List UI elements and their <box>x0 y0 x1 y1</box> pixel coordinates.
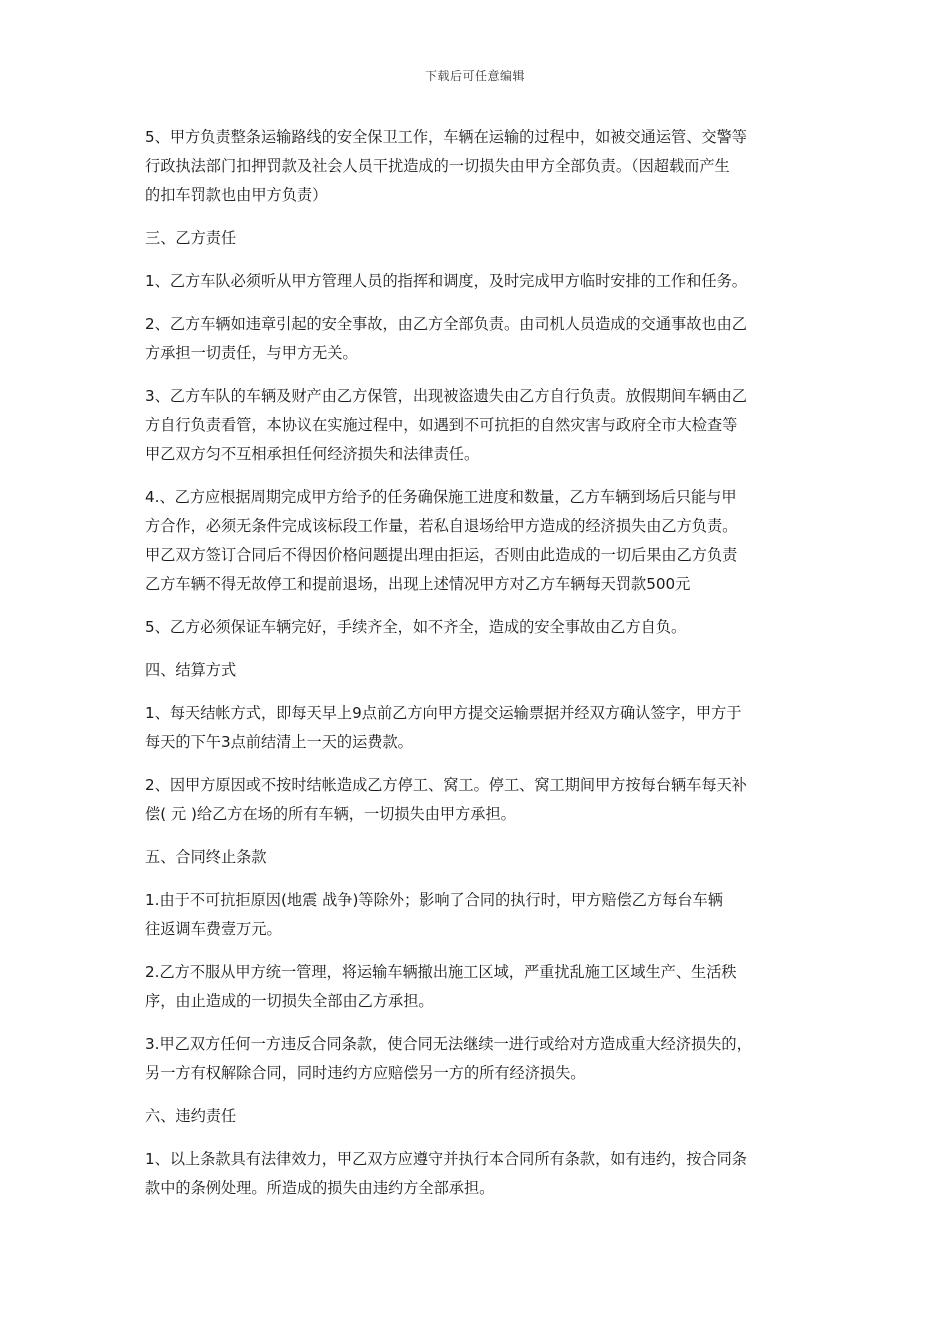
text-line: 1、乙方车队必须听从甲方管理人员的指挥和调度，及时完成甲方临时安排的工作和任务。 <box>145 272 747 290</box>
document-body <box>145 123 810 1217</box>
text-line: 5、乙方必须保证车辆完好，手续齐全，如不齐全，造成的安全事故由乙方自负。 <box>145 618 687 636</box>
text-line: 每天的下午3点前结清上一天的运费款。 <box>145 733 413 751</box>
text-line: 甲乙双方签订合同后不得因价格问题提出理由拒运，否则由此造成的一切后果由乙方负责 <box>145 546 738 564</box>
text-line: 方自行负责看管，本协议在实施过程中，如遇到不可抗拒的自然灾害与政府全市大检查等 <box>145 416 738 434</box>
page-header: 下载后可任意编辑 <box>424 69 525 83</box>
paragraph <box>145 771 810 829</box>
text-line: 另一方有权解除合同，同时违约方应赔偿另一方的所有经济损失。 <box>145 1064 586 1082</box>
text-line: 1、每天结帐方式，即每天早上9点前乙方向甲方提交运输票据并经双方确认签字，甲方于 <box>145 704 742 722</box>
text-line: 行政执法部门扣押罚款及社会人员干扰造成的一切损失由甲方全部负责。（因超载而产生 <box>145 157 730 175</box>
text-line: 4.、乙方应根据周期完成甲方给予的任务确保施工进度和数量，乙方车辆到场后只能与甲 <box>145 488 737 506</box>
section-heading <box>145 656 810 685</box>
paragraph <box>145 613 810 642</box>
text-line: 方合作，必须无条件完成该标段工作量，若私自退场给甲方造成的经济损失由乙方负责。 <box>145 517 738 535</box>
text-line: 3.甲乙双方任何一方违反合同条款，使合同无法继续一进行或给对方造成重大经济损失的， <box>145 1035 752 1053</box>
paragraph <box>145 310 810 368</box>
text-line: 序，由止造成的一切损失全部由乙方承担。 <box>145 992 434 1010</box>
paragraph <box>145 886 810 944</box>
text-line: 1.由于不可抗拒原因(地震 战争)等除外；影响了合同的执行时，甲方赔偿乙方每台车辆 <box>145 891 723 909</box>
section-heading <box>145 1102 810 1131</box>
text-line: 3、乙方车队的车辆及财产由乙方保管，出现被盗遗失由乙方自行负责。放假期间车辆由乙 <box>145 387 747 405</box>
text-line: 2、乙方车辆如违章引起的安全事故，由乙方全部负责。由司机人员造成的交通事故也由乙 <box>145 315 747 333</box>
text-line: 四、结算方式 <box>145 661 237 679</box>
text-line: 1、以上条款具有法律效力，甲乙双方应遵守并执行本合同所有条款，如有违约，按合同条 <box>145 1150 747 1168</box>
text-line: 2、因甲方原因或不按时结帐造成乙方停工、窝工。停工、窝工期间甲方按每台辆车每天补 <box>145 776 747 794</box>
paragraph <box>145 1145 810 1203</box>
section-heading <box>145 224 810 253</box>
paragraph <box>145 267 810 296</box>
paragraph <box>145 958 810 1016</box>
text-line: 三、乙方责任 <box>145 229 237 247</box>
text-line: 往返调车费壹万元。 <box>145 920 282 938</box>
paragraph <box>145 382 810 469</box>
text-line: 款中的条例处理。所造成的损失由违约方全部承担。 <box>145 1179 495 1197</box>
text-line: 乙方车辆不得无故停工和提前退场，出现上述情况甲方对乙方车辆每天罚款500元 <box>145 575 691 593</box>
text-line: 2.乙方不服从甲方统一管理，将运输车辆撤出施工区域，严重扰乱施工区域生产、生活秩 <box>145 963 737 981</box>
paragraph <box>145 1030 810 1088</box>
paragraph <box>145 123 810 210</box>
text-line: 六、违约责任 <box>145 1107 237 1125</box>
section-heading <box>145 843 810 872</box>
text-line: 甲乙双方匀不互相承担任何经济损失和法律责任。 <box>145 445 480 463</box>
text-line: 的扣车罚款也由甲方负责） <box>145 186 328 204</box>
text-line: 方承担一切责任，与甲方无关。 <box>145 344 358 362</box>
paragraph <box>145 483 810 599</box>
text-line: 五、合同终止条款 <box>145 848 267 866</box>
text-line: 偿( 元 )给乙方在场的所有车辆，一切损失由甲方承担。 <box>145 805 516 823</box>
text-line: 5、甲方负责整条运输路线的安全保卫工作，车辆在运输的过程中，如被交通运管、交警等 <box>145 128 747 146</box>
paragraph <box>145 699 810 757</box>
